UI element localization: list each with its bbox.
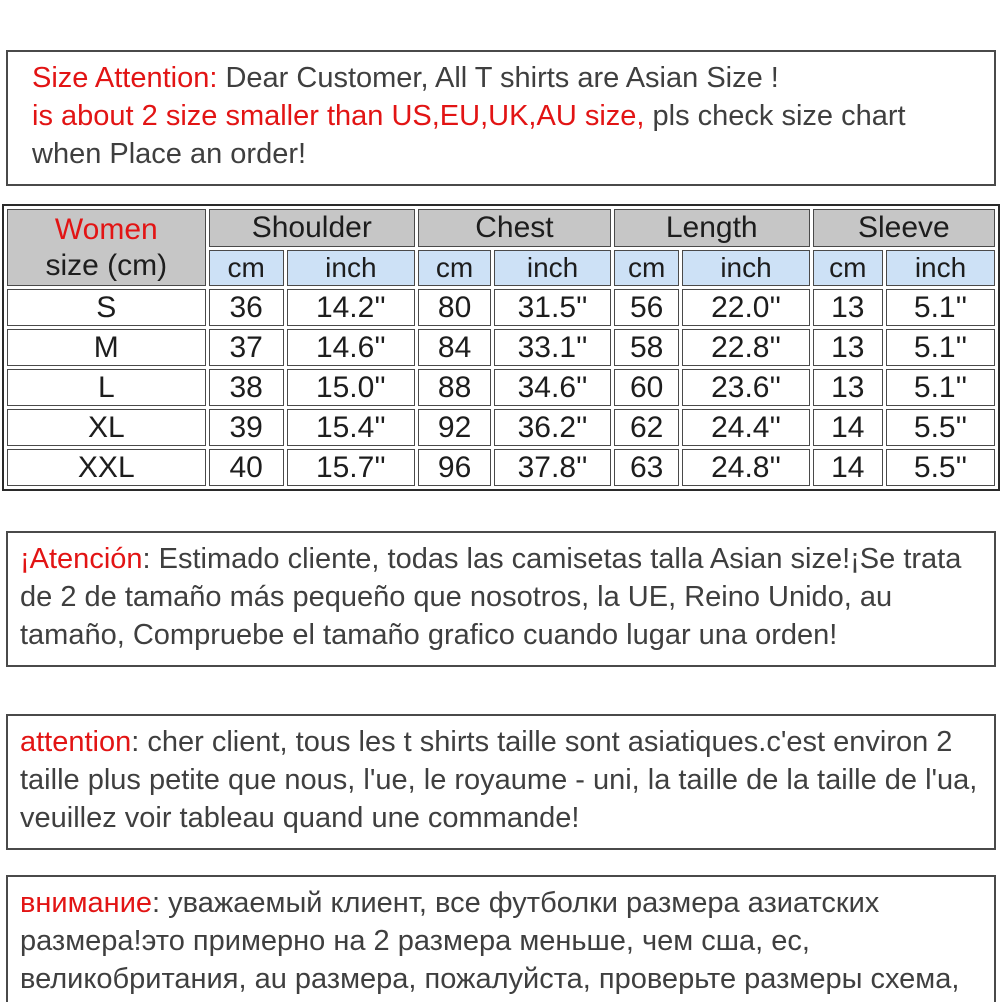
table-cell: 36: [209, 289, 284, 326]
size-label: XL: [7, 409, 206, 446]
table-corner-women: Women: [54, 212, 158, 246]
size-label: M: [7, 329, 206, 366]
table-corner-size-cm: size (cm): [45, 248, 168, 282]
notice-english-dark-2: pls check size chart: [644, 100, 906, 132]
table-cell: 14: [813, 409, 883, 446]
table-cell: 5.1'': [886, 369, 995, 406]
table-cell: 13: [813, 369, 883, 406]
table-cell: 38: [209, 369, 284, 406]
table-cell: 33.1'': [494, 329, 611, 366]
table-cell: 39: [209, 409, 284, 446]
table-cell: 14: [813, 449, 883, 486]
unit-header-cm: cm: [813, 250, 883, 286]
table-cell: 34.6'': [494, 369, 611, 406]
table-cell: 5.5'': [886, 449, 995, 486]
table-row-l: [7, 369, 995, 406]
notice-english-dark-1: Dear Customer, All T shirts are Asian Size !: [217, 62, 779, 94]
table-cell: 15.7'': [287, 449, 415, 486]
notice-english: [6, 50, 996, 186]
size-label: XXL: [7, 449, 206, 486]
table-cell: 80: [418, 289, 491, 326]
table-row-m: [7, 329, 995, 366]
table-cell: 58: [614, 329, 680, 366]
table-cell: 5.5'': [886, 409, 995, 446]
notice-french-highlight: attention: [20, 726, 132, 758]
unit-header-inch: inch: [682, 250, 809, 286]
table-cell: 15.0'': [287, 369, 415, 406]
table-cell: 96: [418, 449, 491, 486]
table-corner-cell: [7, 209, 206, 286]
table-cell: 88: [418, 369, 491, 406]
table-group-header-row: [7, 209, 995, 247]
unit-header-cm: cm: [209, 250, 284, 286]
notice-spanish-dark: : Estimado cliente, todas las camisetas talla Asian size!¡Se trata de 2 de tamaño más pequeño que nosotros, la UE, Reino Unido, au tamaño, Compruebe el tamaño grafico cuando lugar una orden!: [20, 543, 962, 651]
table-cell: 13: [813, 289, 883, 326]
size-label: S: [7, 289, 206, 326]
table-cell: 40: [209, 449, 284, 486]
notice-english-dark-3: when Place an order!: [32, 138, 307, 170]
table-cell: 13: [813, 329, 883, 366]
table-cell: 23.6'': [682, 369, 809, 406]
table-cell: 14.2'': [287, 289, 415, 326]
size-table: [2, 204, 1000, 491]
notice-spanish: [6, 531, 996, 667]
unit-header-inch: inch: [886, 250, 995, 286]
column-header-chest: Chest: [418, 209, 611, 247]
table-cell: 56: [614, 289, 680, 326]
table-cell: 36.2'': [494, 409, 611, 446]
table-cell: 14.6'': [287, 329, 415, 366]
table-cell: 5.1'': [886, 289, 995, 326]
table-cell: 84: [418, 329, 491, 366]
table-row-xl: [7, 409, 995, 446]
notice-russian-text: [20, 884, 984, 998]
table-cell: 22.0'': [682, 289, 809, 326]
table-cell: 24.8'': [682, 449, 809, 486]
notice-french-text: [20, 723, 984, 837]
notice-english-text: [32, 59, 976, 173]
table-cell: 37.8'': [494, 449, 611, 486]
notice-english-highlight-1: Size Attention:: [32, 62, 218, 94]
table-cell: 63: [614, 449, 680, 486]
column-header-shoulder: Shoulder: [209, 209, 415, 247]
table-cell: 22.8'': [682, 329, 809, 366]
table-cell: 37: [209, 329, 284, 366]
unit-header-inch: inch: [494, 250, 611, 286]
notice-french: [6, 714, 996, 850]
table-cell: 92: [418, 409, 491, 446]
table-cell: 15.4'': [287, 409, 415, 446]
notice-spanish-highlight: ¡Atención: [20, 543, 143, 575]
table-row-s: [7, 289, 995, 326]
unit-header-cm: cm: [418, 250, 491, 286]
table-cell: 60: [614, 369, 680, 406]
table-cell: 31.5'': [494, 289, 611, 326]
unit-header-inch: inch: [287, 250, 415, 286]
notice-russian-highlight: внимание: [20, 887, 153, 919]
notice-french-dark: : cher client, tous les t shirts taille sont asiatiques.c'est environ 2 taille plus petite que nous, l'ue, le royaume - uni, la taille de la taille de l'ua, veuillez voir tableau quand une commande!: [20, 726, 978, 834]
table-cell: 62: [614, 409, 680, 446]
notice-russian: [6, 875, 996, 1002]
column-header-length: Length: [614, 209, 810, 247]
notice-spanish-text: [20, 540, 984, 654]
notice-russian-dark: : уважаемый клиент, все футболки размера азиатских размера!это примерно на 2 размера меньше, чем сша, ес, великобритания, au размера, пожалуйста, проверьте размеры схема,: [20, 887, 960, 995]
table-cell: 24.4'': [682, 409, 809, 446]
table-cell: 5.1'': [886, 329, 995, 366]
unit-header-cm: cm: [614, 250, 680, 286]
notice-english-highlight-2: is about 2 size smaller than US,EU,UK,AU size,: [32, 100, 645, 132]
column-header-sleeve: Sleeve: [813, 209, 995, 247]
table-row-xxl: [7, 449, 995, 486]
size-label: L: [7, 369, 206, 406]
